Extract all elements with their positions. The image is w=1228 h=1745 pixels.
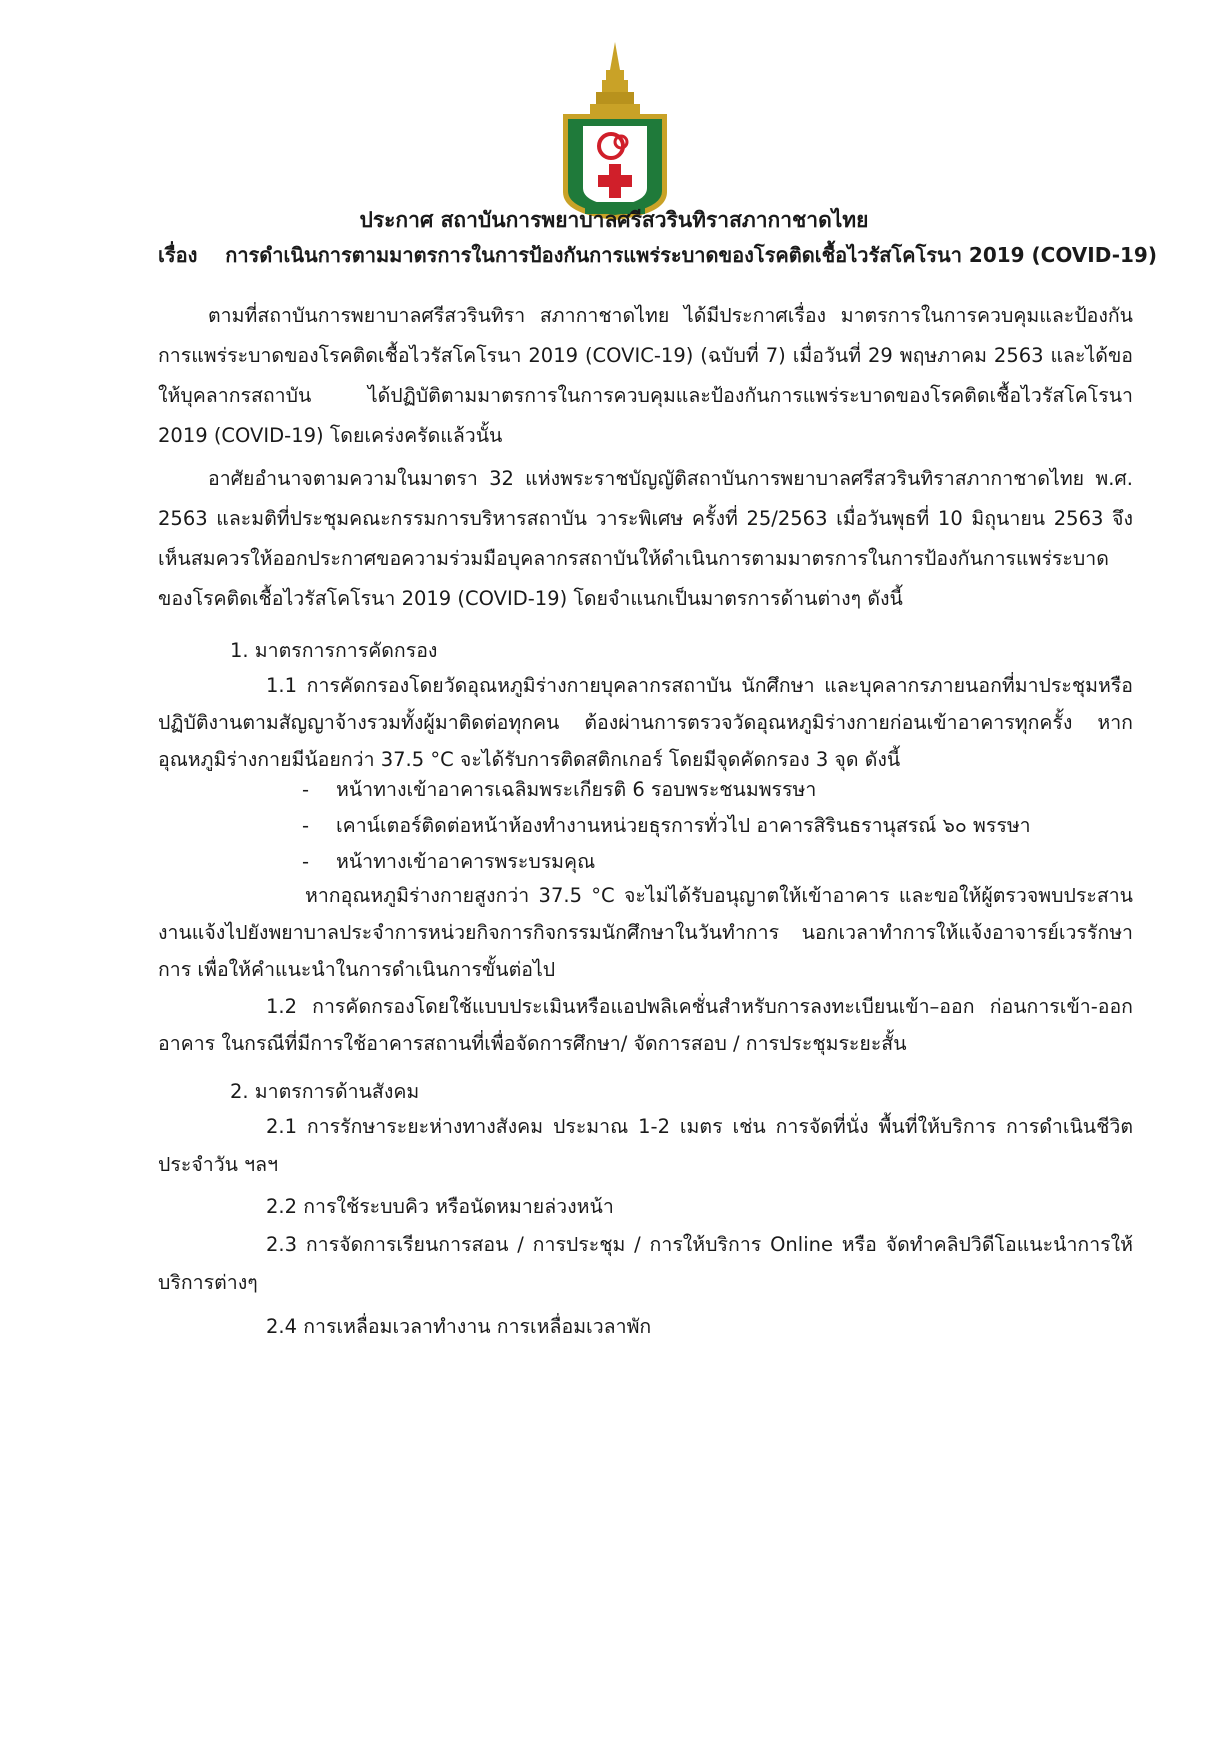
item-1-1: 1.1 การคัดกรองโดยวัดอุณหภูมิร่างกายบุคลากรสถาบัน นักศึกษา และบุคลากรภายนอกที่มาประชุมหรือปฏิบัติงานตามสัญญาจ้างรวมทั้งผู้มาติดต่อทุกคน ต้องผ่านการตรวจวัดอุณหภูมิร่างกายก่อนเข้าอาคารทุกครั้ง หากอุณหภูมิร่างกายมีน้อยกว่า 37.5 °C จะได้รับการติดสติกเกอร์ โดยมีจุดคัดกรอง 3 จุด ดังนี้ [158, 674, 1133, 771]
section-1-heading: 1. มาตรการการคัดกรอง [230, 639, 438, 662]
item-2-3: 2.3 การจัดการเรียนการสอน / การประชุม / การให้บริการ Online หรือ จัดทำคลิปวิดีโอแนะนำการให้บริการต่างๆ [158, 1233, 1133, 1294]
bullet-item-3 [302, 848, 595, 876]
subject-label: เรื่อง [158, 243, 198, 267]
subject-text: การดำเนินการตามมาตรการในการป้องกันการแพร่ระบาดของโรคติดเชื้อไวรัสโคโรนา 2019 (COVID-19) [225, 243, 1157, 267]
bullet-text: เคาน์เตอร์ติดต่อหน้าห้องทำงานหน่วยธุรการทั่วไป อาคารสิรินธรานุสรณ์ ๖๐ พรรษา [336, 814, 1031, 837]
bullet-dash: - [302, 778, 310, 801]
paragraph-1: ตามที่สถาบันการพยาบาลศรีสวรินทิรา สภากาชาดไทย ได้มีประกาศเรื่อง มาตรการในการควบคุมและป้องกันการแพร่ระบาดของโรคติดเชื้อไวรัสโคโรนา 2019 (COVIC-19) (ฉบับที่ 7) เมื่อวันที่ 29 พฤษภาคม 2563 และได้ขอให้บุคลากรสถาบัน ได้ปฏิบัติตามมาตรการในการควบคุมและป้องกันการแพร่ระบาดของโรคติดเชื้อไวรัสโคโรนา 2019 (COVID-19) โดยเคร่งครัดแล้วนั้น [158, 304, 1133, 447]
temperature-note: หากอุณหภูมิร่างกายสูงกว่า 37.5 °C จะไม่ได้รับอนุญาตให้เข้าอาคาร และขอให้ผู้ตรวจพบประสานงานแจ้งไปยังพยาบาลประจำการหน่วยกิจการกิจกรรมนักศึกษาในวันทำการ นอกเวลาทำการให้แจ้งอาจารย์เวรรักษาการ เพื่อให้คำแนะนำในการดำเนินการขั้นต่อไป [158, 884, 1133, 981]
crest-icon [555, 42, 675, 222]
document-title: ประกาศ สถาบันการพยาบาลศรีสวรินทิราสภากาชาดไทย [359, 208, 869, 232]
bullet-text: หน้าทางเข้าอาคารพระบรมคุณ [336, 850, 596, 873]
document-subject [158, 241, 1157, 269]
institution-logo [555, 42, 675, 222]
section-2-heading: 2. มาตรการด้านสังคม [230, 1080, 420, 1103]
bullet-item-1 [302, 776, 816, 804]
bullet-item-2 [302, 812, 1031, 840]
item-2-1: 2.1 การรักษาระยะห่างทางสังคม ประมาณ 1-2 เมตร เช่น การจัดที่นั่ง พื้นที่ให้บริการ การดำเนินชีวิตประจำวัน ฯลฯ [158, 1115, 1133, 1176]
bullet-text: หน้าทางเข้าอาคารเฉลิมพระเกียรติ 6 รอบพระชนมพรรษา [336, 778, 817, 801]
bullet-dash: - [302, 850, 310, 873]
paragraph-2: อาศัยอำนาจตามความในมาตรา 32 แห่งพระราชบัญญัติสถาบันการพยาบาลศรีสวรินทิราสภากาชาดไทย พ.ศ. 2563 และมติที่ประชุมคณะกรรมการบริหารสถาบัน วาระพิเศษ ครั้งที่ 25/2563 เมื่อวันพุธที่ 10 มิถุนายน 2563 จึงเห็นสมควรให้ออกประกาศขอความร่วมมือบุคลากรสถาบันให้ดำเนินการตามมาตรการในการป้องกันการแพร่ระบาดของโรคติดเชื้อไวรัสโคโรนา 2019 (COVID-19) โดยจำแนกเป็นมาตรการด้านต่างๆ ดังนี้ [158, 467, 1133, 610]
item-1-2: 1.2 การคัดกรองโดยใช้แบบประเมินหรือแอปพลิเคชั่นสำหรับการลงทะเบียนเข้า–ออก ก่อนการเข้า-ออกอาคาร ในกรณีที่มีการใช้อาคารสถานที่เพื่อจัดการศึกษา/ จัดการสอบ / การประชุมระยะสั้น [158, 995, 1133, 1055]
bullet-dash: - [302, 814, 310, 837]
item-2-2: 2.2 การใช้ระบบคิว หรือนัดหมายล่วงหน้า [266, 1195, 614, 1218]
item-2-4: 2.4 การเหลื่อมเวลาทำงาน การเหลื่อมเวลาพัก [266, 1315, 652, 1338]
